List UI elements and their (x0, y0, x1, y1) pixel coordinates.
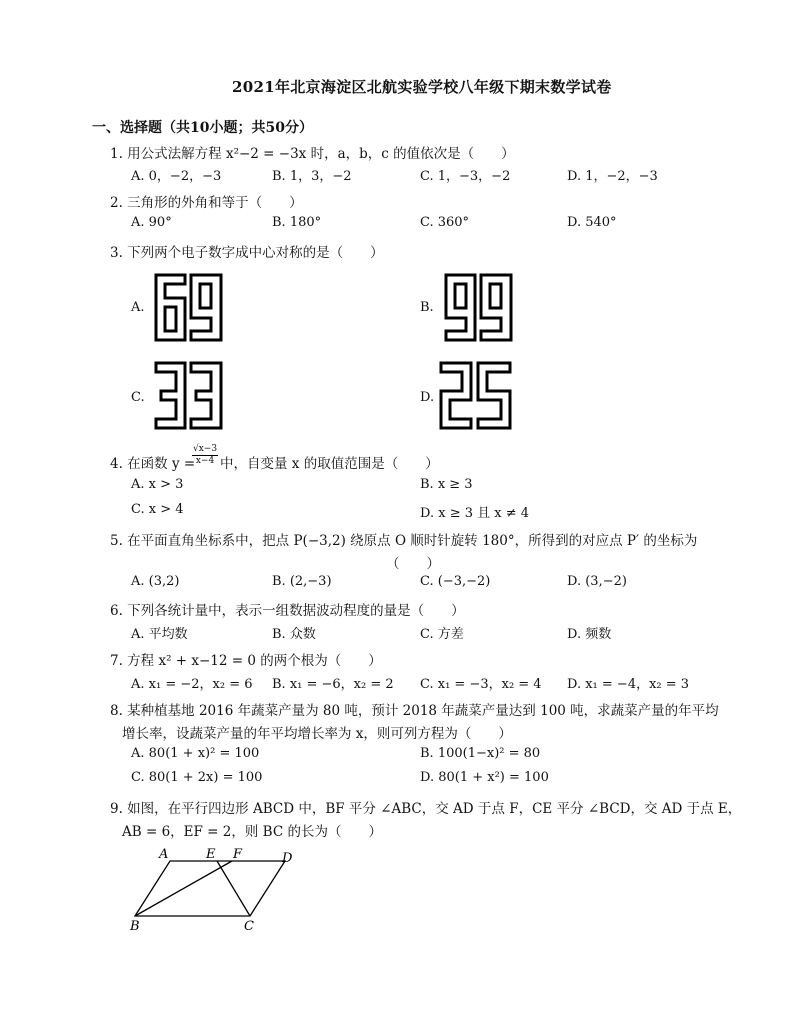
q5-option-d: D. (3,−2) (567, 574, 627, 589)
segment-bf (135, 861, 232, 916)
q3-label-a: A. (131, 300, 145, 315)
question-7-stem: 7. 方程 x² + x−12 = 0 的两个根为（ ） (110, 653, 382, 669)
q6-option-a: A. 平均数 (131, 627, 188, 642)
q1-option-b: B. 1，3，−2 (272, 169, 352, 184)
q4-fraction-numerator: √x−3 (193, 444, 218, 454)
question-6-stem: 6. 下列各统计量中，表示一组数据波动程度的量是（ ） (110, 603, 465, 619)
question-9-stem-line1: 9. 如图，在平行四边形 ABCD 中，BF 平分 ∠ABC，交 AD 于点 F，CE 平分 ∠BCD，交 AD 于点 E， (110, 801, 742, 817)
q8-option-d: D. 80(1 + x²) = 100 (420, 770, 549, 785)
question-8-stem-line1: 8. 某种植基地 2016 年蔬菜产量为 80 吨，预计 2018 年蔬菜产量达到 100 吨，求蔬菜产量的年平均 (110, 703, 719, 719)
q2-option-c: C. 360° (420, 215, 470, 230)
q8-option-c: C. 80(1 + 2x) = 100 (131, 770, 263, 785)
segment-ce (217, 861, 250, 916)
question-5-stem: 5. 在平面直角坐标系中，把点 P(−3,2) 绕原点 O 顺时针旋转 180°，所得到的对应点 P′ 的坐标为 (110, 533, 698, 549)
q7-option-a: A. x₁ = −2，x₂ = 6 (131, 677, 253, 692)
question-5-paren: （ ） (386, 556, 440, 572)
q5-option-a: A. (3,2) (131, 574, 180, 589)
digit-figure-25 (438, 360, 514, 432)
q6-option-c: C. 方差 (420, 627, 464, 642)
point-label-a: A (159, 847, 169, 862)
question-9-stem-line2: AB = 6，EF = 2，则 BC 的长为（ ） (122, 824, 382, 840)
question-4-stem-prefix: 4. 在函数 y = (110, 456, 196, 472)
point-label-d: D (282, 851, 293, 866)
q2-option-d: D. 540° (567, 215, 617, 230)
q4-option-c: C. x > 4 (131, 502, 184, 517)
q5-option-b: B. (2,−3) (272, 574, 332, 589)
q3-label-b: B. (420, 300, 434, 315)
question-3-stem: 3. 下列两个电子数字成中心对称的是（ ） (110, 245, 384, 261)
q4-option-d: D. x ≥ 3 且 x ≠ 4 (420, 506, 530, 521)
q5-option-c: C. (−3,−2) (420, 574, 491, 589)
q7-option-b: B. x₁ = −6，x₂ = 2 (272, 677, 394, 692)
digit-figure-69 (153, 272, 225, 344)
point-label-c: C (244, 919, 254, 934)
q1-option-c: C. 1，−3，−2 (420, 169, 511, 184)
digit-figure-33 (153, 360, 225, 432)
q1-option-d: D. 1，−2，−3 (567, 169, 658, 184)
parallelogram-abcd (135, 861, 285, 916)
q4-fraction (192, 444, 218, 467)
q1-option-a: A. 0，−2，−3 (131, 169, 222, 184)
q2-option-a: A. 90° (131, 215, 172, 230)
question-4-stem-suffix: 中，自变量 x 的取值范围是（ ） (220, 456, 439, 472)
question-1-stem: 1. 用公式法解方程 x²−2 = −3x 时，a，b，c 的值依次是（ ） (110, 146, 515, 162)
digit-figure-99 (443, 272, 515, 344)
section-header: 一、选择题（共10小题；共50分） (92, 120, 313, 136)
q7-option-c: C. x₁ = −3，x₂ = 4 (420, 677, 542, 692)
parallelogram-figure (120, 844, 320, 934)
question-8-stem-line2: 增长率，设蔬菜产量的年平均增长率为 x，则可列方程为（ ） (122, 726, 512, 742)
point-label-b: B (130, 919, 140, 934)
q6-option-b: B. 众数 (272, 627, 316, 642)
q6-option-d: D. 频数 (567, 627, 612, 642)
q4-fraction-denominator: x−4 (195, 456, 215, 466)
q8-option-b: B. 100(1−x)² = 80 (420, 746, 541, 761)
q3-label-c: C. (131, 390, 145, 405)
point-label-e: E (206, 847, 216, 862)
q4-option-a: A. x > 3 (131, 477, 184, 492)
q4-option-b: B. x ≥ 3 (420, 477, 473, 492)
q3-label-d: D. (420, 390, 435, 405)
q8-option-a: A. 80(1 + x)² = 100 (131, 746, 260, 761)
q2-option-b: B. 180° (272, 215, 322, 230)
q7-option-d: D. x₁ = −4，x₂ = 3 (567, 677, 690, 692)
question-2-stem: 2. 三角形的外角和等于（ ） (110, 195, 303, 211)
point-label-f: F (233, 847, 243, 862)
page-title: 2021年北京海淀区北航实验学校八年级下期末数学试卷 (232, 78, 612, 96)
